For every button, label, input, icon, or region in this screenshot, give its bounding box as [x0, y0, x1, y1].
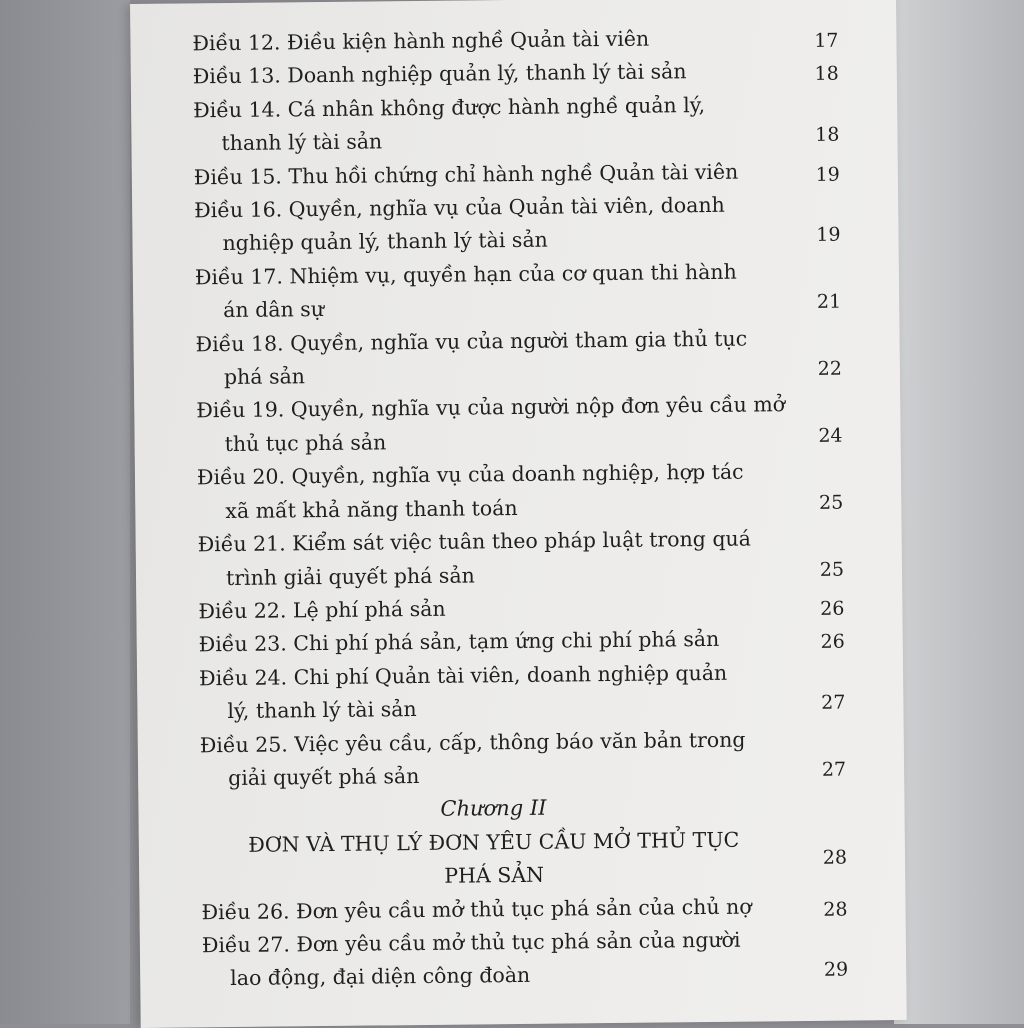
toc-page-number: 28 — [823, 898, 848, 921]
table-of-contents — [192, 21, 848, 996]
toc-entry — [194, 188, 841, 262]
toc-page-number: 27 — [821, 691, 846, 714]
toc-entry — [195, 321, 842, 395]
toc-page-number: 27 — [821, 758, 847, 781]
chapter-page-number: 28 — [822, 846, 848, 869]
toc-page-number: 19 — [815, 163, 840, 186]
toc-entry-title-continued: án dân sự — [223, 297, 325, 323]
toc-entry-title-continued: thủ tục phá sản — [224, 430, 387, 456]
toc-page-number: 26 — [820, 597, 845, 620]
toc-entry-title: Điều 13. Doanh nghiệp quản lý, thanh lý tài sản — [192, 59, 687, 89]
toc-entry-title-continued: giải quyết phá sản — [228, 763, 420, 790]
toc-entry-title: Điều 23. Chi phí phá sản, tạm ứng chi phí phá sản — [198, 627, 720, 657]
toc-page-number: 21 — [816, 290, 842, 314]
toc-page-number: 18 — [815, 123, 840, 147]
toc-entry — [202, 923, 849, 997]
chapter-label: Chương II — [440, 796, 547, 822]
toc-entries-group-b — [201, 889, 848, 996]
toc-entry-title-continued: xã mất khả năng thanh toán — [225, 495, 518, 523]
toc-entries-group-a — [192, 21, 846, 796]
toc-entry-title: Điều 20. Quyền, nghĩa vụ của doanh nghiệp, hợp tác — [196, 459, 744, 490]
toc-page-number: 25 — [819, 558, 845, 581]
toc-entry-title: Điều 17. Nhiệm vụ, quyền hạn của cơ quan thi hành — [194, 259, 737, 290]
toc-entry-title-continued: nghiệp quản lý, thanh lý tài sản — [222, 228, 548, 256]
toc-page-number: 18 — [814, 62, 839, 86]
toc-entry-title-continued: trình giải quyết phá sản — [225, 562, 475, 590]
toc-entry-title: Điều 14. Cá nhân không được hành nghề quản lý, — [193, 92, 706, 123]
toc-entry — [196, 388, 843, 462]
toc-page-number: 17 — [814, 29, 839, 52]
background-right — [894, 0, 1024, 1024]
toc-entry-title: Điều 18. Quyền, nghĩa vụ của người tham gia thủ tục — [195, 326, 748, 356]
toc-entry — [199, 655, 846, 729]
toc-entry-title: Điều 22. Lệ phí phá sản — [198, 596, 446, 624]
toc-entry — [200, 722, 847, 796]
toc-entry-title: Điều 21. Kiểm sát việc tuân theo pháp luật trong quá — [197, 526, 752, 557]
toc-entry-title-continued: lý, thanh lý tài sản — [227, 697, 417, 724]
toc-page-number: 29 — [823, 958, 849, 982]
toc-page-number: 19 — [816, 224, 841, 247]
toc-entry-title-continued: phá sản — [223, 364, 306, 390]
toc-entry-title: Điều 19. Quyền, nghĩa vụ của người nộp đơn yêu cầu mở — [196, 392, 786, 423]
toc-entry-title: Điều 12. Điều kiện hành nghề Quản tài viên — [192, 26, 650, 56]
toc-entry-title-continued: lao động, đại diện công đoàn — [230, 963, 531, 991]
toc-page-number: 26 — [820, 630, 845, 654]
chapter-heading — [200, 789, 847, 896]
toc-entry-title-continued: thanh lý tài sản — [221, 129, 383, 156]
toc-page-number: 22 — [817, 357, 842, 380]
chapter-title-line-1: ĐƠN VÀ THỤ LÝ ĐƠN YÊU CẦU MỞ THỦ TỤC — [248, 827, 740, 857]
toc-entry — [193, 87, 840, 161]
toc-entry — [197, 455, 844, 529]
toc-page-number: 25 — [818, 491, 844, 514]
toc-page-number: 24 — [818, 424, 843, 447]
toc-entry-title: Điều 16. Quyền, nghĩa vụ của Quản tài viên, doanh — [194, 192, 725, 223]
toc-entry-title: Điều 24. Chi phí Quản tài viên, doanh nghiệp quản — [198, 660, 728, 691]
toc-entry-title: Điều 25. Việc yêu cầu, cấp, thông báo văn bản trong — [199, 727, 746, 757]
toc-entry — [198, 522, 845, 596]
toc-entry-title: Điều 26. Đơn yêu cầu mở thủ tục phá sản của chủ nợ — [201, 894, 752, 924]
book-page — [130, 0, 907, 1028]
chapter-title-line-2: PHÁ SẢN — [444, 862, 545, 888]
toc-entry-title: Điều 15. Thu hồi chứng chỉ hành nghề Quản tài viên — [193, 159, 739, 189]
toc-entry-title: Điều 27. Đơn yêu cầu mở thủ tục phá sản của người — [201, 927, 741, 958]
background-left — [0, 0, 130, 1024]
toc-entry — [195, 254, 842, 328]
